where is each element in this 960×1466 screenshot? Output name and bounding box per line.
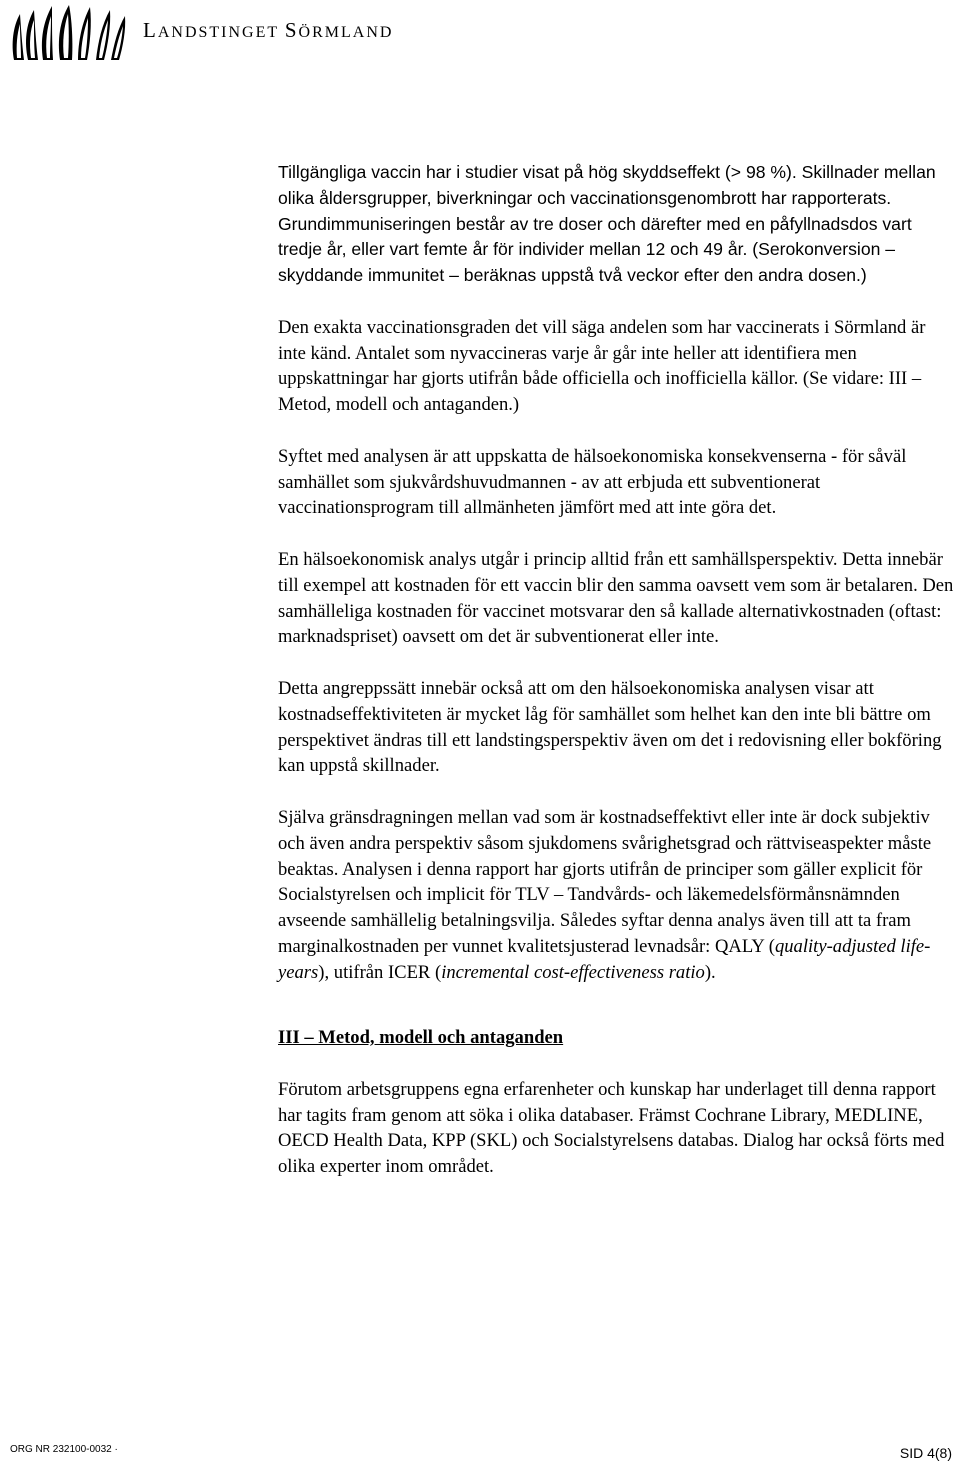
paragraph-societal-perspective: En hälsoekonomisk analys utgår i princip alltid från ett samhällsperspektiv. Detta innebär till exempel att kostnaden för ett vaccin blir den samma oavsett vem som är betalaren. Den samhälleliga kostnaden för vaccinet motsvarar den så kallade alternativkostnaden (oftast: marknadspriset) oavsett om det är subventionerat eller inte. <box>278 548 954 648</box>
paragraph-analysis-purpose: Syftet med analysen är att uppskatta de hälsoekonomiska konsekvenserna - för såväl samhället som sjukvårdshuvudmannen - av att erbjuda ett subventionerat vaccinationsprogram till allmänheten jämfört med att inte göra det. <box>278 445 907 519</box>
paragraph-approach: Detta angreppssätt innebär också att om den hälsoekonomiska analysen visar att kostnadseffektiviteten är mycket låg för samhället som helhet kan den inte bli bättre om perspektivet ändras till ett landstingsperspektiv även om det i redovisning eller bokföring kan uppstå skillnader. <box>278 677 942 777</box>
paragraph-method-sources: Förutom arbetsgruppens egna erfarenheter och kunskap har underlaget till denna rapport har tagits fram genom att söka i olika databaser. Främst Cochrane Library, MEDLINE, OECD Health Data, KPP (SKL) och Socialstyrelsens databas. Dialog har också förts med olika experter inom området. <box>278 1078 945 1178</box>
landsting-logo-icon <box>10 4 128 62</box>
paragraph-vaccination-coverage: Den exakta vaccinationsgraden det vill säga andelen som har vaccinerats i Sörmland är inte känd. Antalet som nyvaccineras varje år går inte heller att identifiera men uppskattningar har gjorts utifrån både officiella och inofficiella källor. (Se vidare: III – Metod, modell och antaganden.) <box>278 316 926 416</box>
page-header <box>10 4 430 64</box>
paragraph-cost-effectiveness: Själva gränsdragningen mellan vad som är kostnadseffektivt eller inte är dock subjektiv och även andra perspektiv såsom sjukdomens svårighetsgrad och rättviseaspekter måste beaktas. Analysen i denna rapport har gjorts utifrån de principer som gäller explicit för Socialstyrelsen och implicit för TLV – Tandvårds- och läkemedelsförmånsnämnden avseende samhällelig betalningsvilja. Således syftar denna analys även till att ta fram marginalkostnaden per vunnet kvalitetsjusterad levnadsår: QALY (quality-adjusted life-years), utifrån ICER (incremental cost-effectiveness ratio). <box>278 806 932 983</box>
section-heading: III – Metod, modell och antaganden <box>278 1027 564 1049</box>
organization-name: LANDSTINGET SÖRMLAND <box>143 18 394 42</box>
footer-page-number: SID 4(8) <box>899 1445 952 1461</box>
document-body <box>278 160 956 1206</box>
paragraph-vaccine-efficacy: Tillgängliga vaccin har i studier visat på hög skyddseffekt (> 98 %). Skillnader mellan olika åldersgrupper, biverkningar och vaccinationsgenombrott har rapporterats. Grundimmuniseringen består av tre doser och därefter med en påfyllnadsdos vart tredje år, eller vart femte år för individer mellan 12 och 49 år. (Serokonversion – skyddande immunitet – beräknas uppstå två veckor efter den andra dosen.) <box>278 162 936 286</box>
footer-org-number: ORG NR 232100-0032 · <box>10 1444 118 1455</box>
